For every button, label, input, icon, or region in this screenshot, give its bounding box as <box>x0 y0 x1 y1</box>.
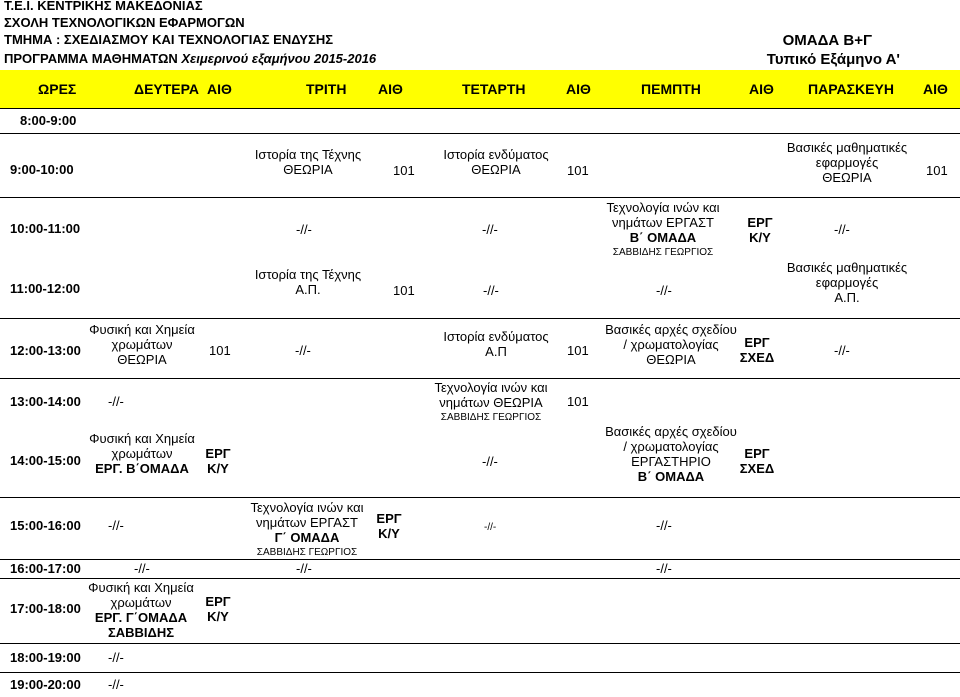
group-label: ΟΜΑΔΑ Β+Γ <box>782 32 872 49</box>
class-cell <box>443 147 548 177</box>
class-cell <box>89 322 195 367</box>
same-as-above: -//- <box>108 518 124 533</box>
col-hours: ΩΡΕΣ <box>38 81 77 97</box>
row-divider <box>0 378 960 379</box>
col-friday: ΠΑΡΑΣΚΕΥΗ <box>808 81 894 97</box>
row-divider <box>0 672 960 673</box>
lab-room-line: ΕΡΓ <box>747 215 773 230</box>
class-title-cont: χρωμάτων <box>111 446 173 461</box>
class-group: ΕΡΓ. Γ΄ΟΜΑΔΑ <box>94 610 188 625</box>
lab-room <box>376 511 401 541</box>
class-title-cont: νημάτων ΕΡΓΑΣΤ <box>612 215 714 230</box>
time-slot: 17:00-18:00 <box>10 601 81 616</box>
time-slot: 13:00-14:00 <box>10 394 81 409</box>
class-title: Βασικές αρχές σχεδίου <box>605 424 737 439</box>
class-cell <box>255 147 361 177</box>
room-number: 101 <box>567 394 589 409</box>
class-title: Ιστορία ενδύματος <box>443 147 549 162</box>
class-title: Τεχνολογία ινών και <box>434 380 548 395</box>
school-title: ΣΧΟΛΗ ΤΕΧΝΟΛΟΓΙΚΩΝ ΕΦΑΡΜΟΓΩΝ <box>4 15 245 30</box>
col-tuesday: ΤΡΙΤΗ <box>306 81 347 97</box>
room-number: 101 <box>567 343 589 358</box>
same-as-above: -//- <box>656 561 672 576</box>
class-title-cont: χρωμάτων <box>110 595 172 610</box>
class-type: ΘΕΩΡΙΑ <box>646 352 696 367</box>
lab-room-line: ΕΡΓ <box>744 446 770 461</box>
class-title-cont: / χρωματολογίας <box>623 439 719 454</box>
class-title: Φυσική και Χημεία <box>89 322 195 337</box>
same-as-above: -//- <box>108 394 124 409</box>
row-divider <box>0 559 960 560</box>
time-slot: 8:00-9:00 <box>20 113 77 128</box>
same-as-above: -//- <box>834 222 850 237</box>
lab-room-line: ΣΧΕΔ <box>739 350 775 365</box>
lab-room <box>740 446 775 476</box>
program-title <box>4 51 376 66</box>
program-prefix: ΠΡΟΓΡΑΜΜΑ ΜΑΘΗΜΑΤΩΝ <box>4 51 182 66</box>
class-title-cont: εφαρμογές <box>815 275 879 290</box>
class-title: Τεχνολογία ινών και <box>250 500 364 515</box>
lab-room <box>205 446 230 476</box>
time-slot: 18:00-19:00 <box>10 650 81 665</box>
lab-room-line: Κ/Υ <box>207 461 229 476</box>
class-group: Γ΄ ΟΜΑΔΑ <box>274 530 340 545</box>
class-cell <box>88 580 194 640</box>
lab-room-line: ΕΡΓ <box>744 335 770 350</box>
lab-room-line: ΕΡΓ <box>205 446 231 461</box>
class-type: Α.Π. <box>834 290 860 305</box>
time-slot: 11:00-12:00 <box>10 281 81 296</box>
class-cell <box>255 267 361 297</box>
same-as-above: -//- <box>484 522 497 533</box>
room-number: 101 <box>926 163 948 178</box>
class-title: Τεχνολογία ινών και <box>606 200 720 215</box>
class-cell <box>443 329 548 359</box>
class-title: Ιστορία της Τέχνης <box>254 267 362 282</box>
col-wednesday: ΤΕΤΑΡΤΗ <box>462 81 526 97</box>
time-slot: 9:00-10:00 <box>10 162 74 177</box>
room-number: 101 <box>567 163 589 178</box>
row-divider <box>0 108 960 109</box>
same-as-above: -//- <box>482 222 498 237</box>
lab-room-line: Κ/Υ <box>378 526 400 541</box>
same-as-above: -//- <box>134 561 150 576</box>
lab-room-line: ΣΧΕΔ <box>739 461 775 476</box>
class-cell <box>606 200 719 260</box>
same-as-above: -//- <box>296 561 312 576</box>
class-type: ΘΕΩΡΙΑ <box>822 170 872 185</box>
time-slot: 14:00-15:00 <box>10 453 81 468</box>
class-type: ΘΕΩΡΙΑ <box>471 162 521 177</box>
same-as-above: -//- <box>108 677 124 692</box>
department-title: ΤΜΗΜΑ : ΣΧΕΔΙΑΣΜΟΥ ΚΑΙ ΤΕΧΝΟΛΟΓΙΑΣ ΕΝΔΥΣΗΣ <box>4 32 334 47</box>
lab-room-line: Κ/Υ <box>749 230 771 245</box>
lab-room-line: Κ/Υ <box>207 609 229 624</box>
class-title: Βασικές μαθηματικές <box>786 140 908 155</box>
time-slot: 15:00-16:00 <box>10 518 81 533</box>
class-cell <box>605 424 737 484</box>
col-room-wed: ΑΙΘ <box>566 81 591 97</box>
class-group: Β΄ ΟΜΑΔΑ <box>629 230 697 245</box>
class-group: ΕΡΓ. Β΄ΟΜΑΔΑ <box>95 461 189 476</box>
class-type: νημάτων ΘΕΩΡΙΑ <box>439 395 543 410</box>
same-as-above: -//- <box>483 283 499 298</box>
lab-room-line: ΕΡΓ <box>376 511 402 526</box>
class-cell <box>434 380 547 425</box>
row-divider <box>0 497 960 498</box>
class-type: ΕΡΓΑΣΤΗΡΙΟ <box>631 454 711 469</box>
semester-label: Τυπικό Εξάμηνο Α' <box>766 51 900 68</box>
same-as-above: -//- <box>295 343 311 358</box>
lab-room <box>740 335 775 365</box>
class-title-cont: / χρωματολογίας <box>623 337 719 352</box>
class-cell <box>787 140 907 185</box>
time-slot: 16:00-17:00 <box>10 561 81 576</box>
lab-room <box>205 594 230 624</box>
row-divider <box>0 197 960 198</box>
col-room-thu: ΑΙΘ <box>749 81 774 97</box>
class-title-cont: χρωμάτων <box>111 337 173 352</box>
lab-room <box>747 215 772 245</box>
class-title: Βασικές μαθηματικές <box>786 260 908 275</box>
col-room-mon: ΑΙΘ <box>207 81 232 97</box>
days-header-bar <box>0 70 960 108</box>
class-title: Φυσική και Χημεία <box>89 431 195 446</box>
room-number: 101 <box>393 283 415 298</box>
same-as-above: -//- <box>108 650 124 665</box>
same-as-above: -//- <box>482 454 498 469</box>
col-monday: ΔΕΥΤΕΡΑ <box>134 81 200 97</box>
col-room-fri: ΑΙΘ <box>923 81 948 97</box>
col-thursday: ΠΕΜΠΤΗ <box>641 81 701 97</box>
class-cell <box>89 431 195 476</box>
program-term: Χειμερινού εξαμήνου 2015-2016 <box>181 51 377 66</box>
class-cell <box>605 322 737 367</box>
same-as-above: -//- <box>834 343 850 358</box>
row-divider <box>0 578 960 579</box>
class-instructor: ΣΑΒΒΙΔΗΣ ΓΕΩΡΓΙΟΣ <box>612 247 714 258</box>
room-number: 101 <box>393 163 415 178</box>
row-divider <box>0 318 960 319</box>
col-room-tue: ΑΙΘ <box>378 81 403 97</box>
class-instructor: ΣΑΒΒΙΔΗΣ ΓΕΩΡΓΙΟΣ <box>440 412 542 423</box>
time-slot: 10:00-11:00 <box>10 221 81 236</box>
class-title: Φυσική και Χημεία <box>88 580 194 595</box>
class-instructor: ΣΑΒΒΙΔΗΣ ΓΕΩΡΓΙΟΣ <box>256 547 358 558</box>
class-cell <box>787 260 907 305</box>
row-divider <box>0 643 960 644</box>
class-instructor: ΣΑΒΒΙΔΗΣ <box>107 625 175 640</box>
row-divider <box>0 133 960 134</box>
class-title: Ιστορία ενδύματος <box>443 329 549 344</box>
class-group: Β΄ ΟΜΑΔΑ <box>637 469 705 484</box>
class-title: Ιστορία της Τέχνης <box>254 147 362 162</box>
class-cell <box>250 500 363 560</box>
same-as-above: -//- <box>656 518 672 533</box>
class-title-cont: νημάτων ΕΡΓΑΣΤ <box>256 515 358 530</box>
lab-room-line: ΕΡΓ <box>205 594 231 609</box>
class-type: ΘΕΩΡΙΑ <box>117 352 167 367</box>
room-number: 101 <box>209 343 231 358</box>
time-slot: 19:00-20:00 <box>10 677 81 692</box>
class-type: Α.Π. <box>295 282 321 297</box>
class-type: Α.Π <box>485 344 507 359</box>
class-type: ΘΕΩΡΙΑ <box>283 162 333 177</box>
class-title: Βασικές αρχές σχεδίου <box>605 322 737 337</box>
same-as-above: -//- <box>656 283 672 298</box>
class-title-cont: εφαρμογές <box>815 155 879 170</box>
same-as-above: -//- <box>296 222 312 237</box>
time-slot: 12:00-13:00 <box>10 343 81 358</box>
institution-title: Τ.Ε.Ι. ΚΕΝΤΡΙΚΗΣ ΜΑΚΕΔΟΝΙΑΣ <box>4 0 203 13</box>
